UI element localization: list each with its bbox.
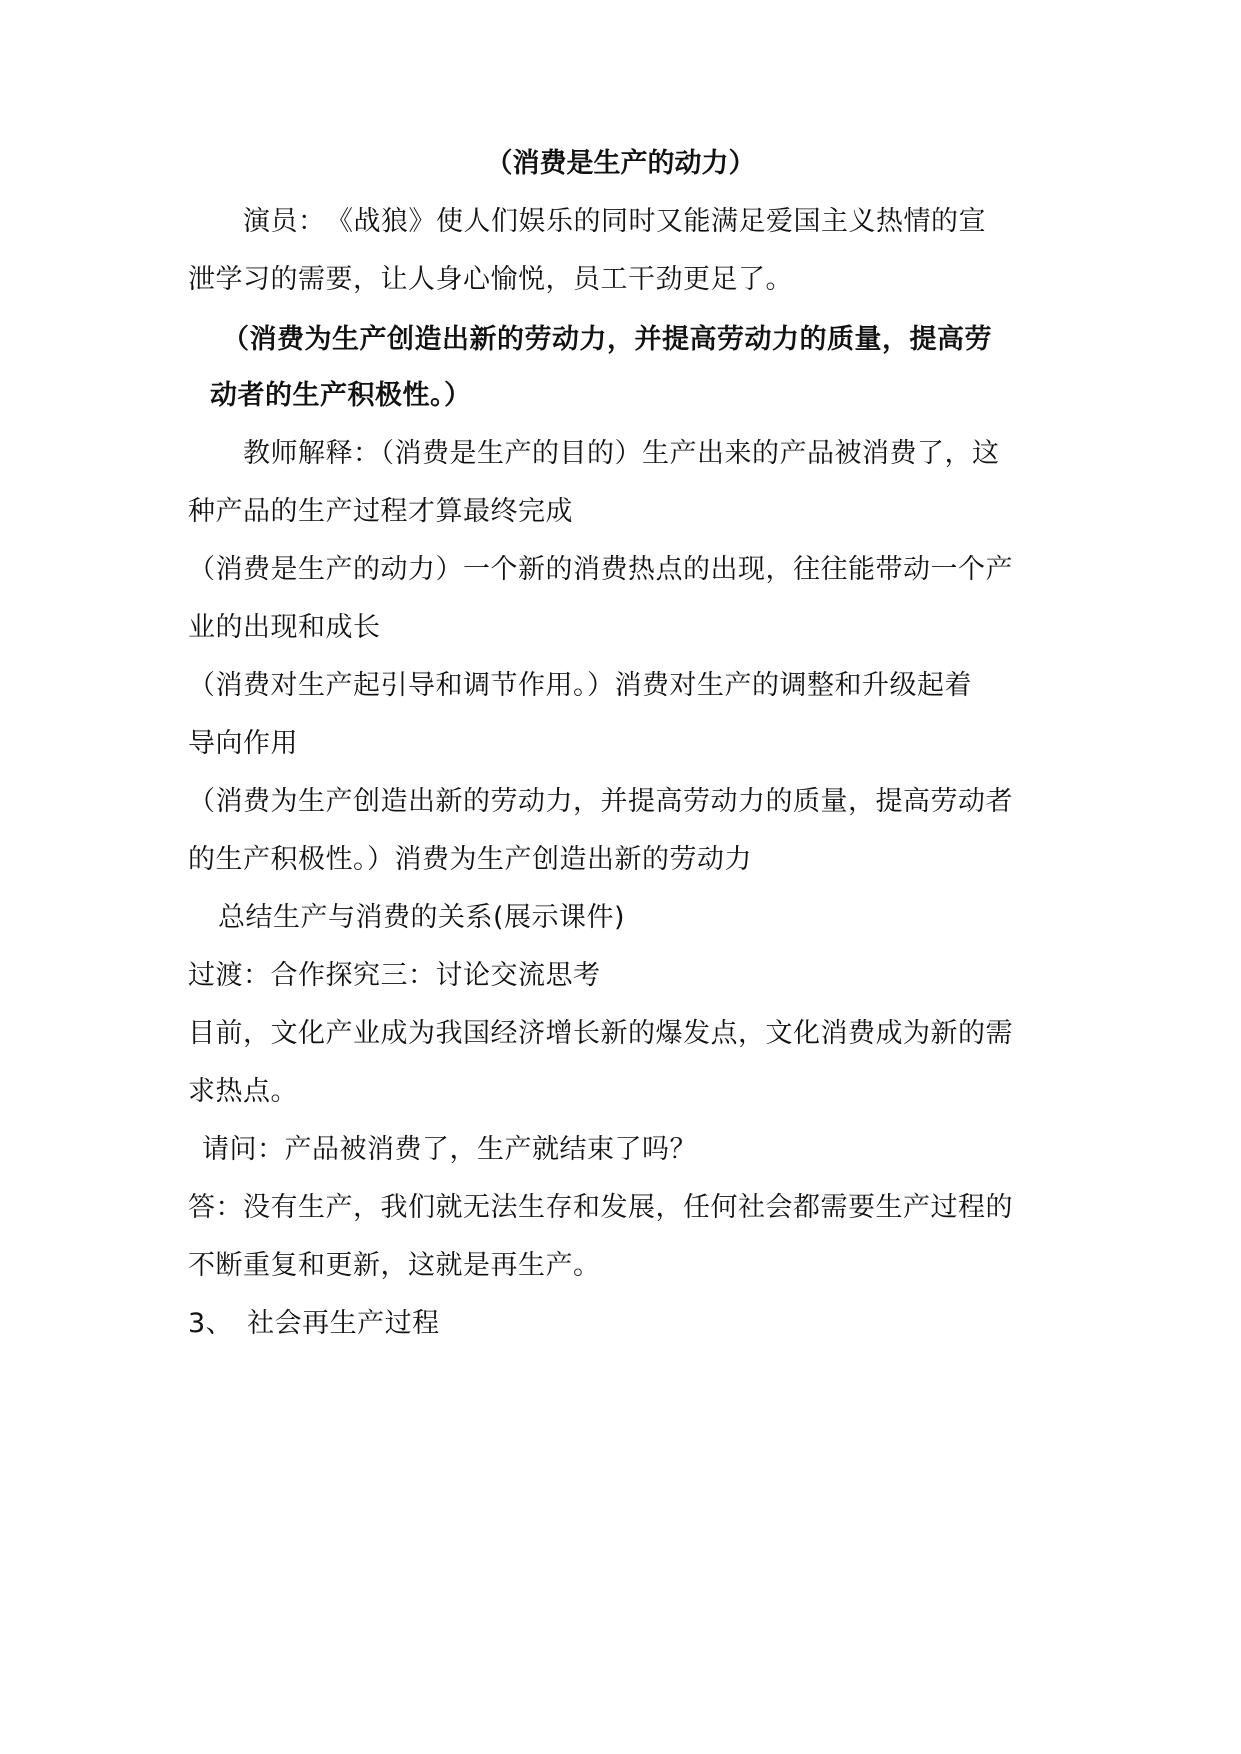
paragraph-line: 演员： 《战狼》使人们娱乐的同时又能满足爱国主义热情的宣 xyxy=(188,206,986,237)
bold-paragraph-line: 动者的生产积极性。） xyxy=(210,380,472,411)
bold-paragraph-line: （消费为生产创造出新的劳动力，并提高劳动力的质量，提高劳 xyxy=(222,324,992,355)
paragraph-line: 教师解释：（消费是生产的目的）生产出来的产品被消费了，这 xyxy=(188,438,1000,469)
paragraph-line: （消费为生产创造出新的劳动力，并提高劳动力的质量，提高劳动者 xyxy=(188,786,1013,817)
paragraph-line: 目前，文化产业成为我国经济增长新的爆发点，文化消费成为新的需 xyxy=(188,1018,1013,1049)
paragraph-line: 种产品的生产过程才算最终完成 xyxy=(188,496,573,527)
paragraph-line: 导向作用 xyxy=(188,728,298,759)
paragraph-line: 不断重复和更新，这就是再生产。 xyxy=(188,1250,601,1281)
paragraph-line: 总结生产与消费的关系(展示课件) xyxy=(218,902,626,933)
section-heading: 3、 社会再生产过程 xyxy=(188,1308,440,1339)
paragraph-line: 答：没有生产，我们就无法生存和发展，任何社会都需要生产过程的 xyxy=(188,1192,1013,1223)
section-title: （消费是生产的动力） xyxy=(485,148,756,179)
paragraph-line: 求热点。 xyxy=(188,1076,298,1107)
paragraph-line: （消费是生产的动力）一个新的消费热点的出现，往往能带动一个产 xyxy=(188,554,1013,585)
paragraph-line: 请问：产品被消费了，生产就结束了吗？ xyxy=(202,1134,697,1165)
paragraph-line: （消费对生产起引导和调节作用。）消费对生产的调整和升级起着 xyxy=(188,670,972,701)
paragraph-line: 业的出现和成长 xyxy=(188,612,381,643)
paragraph-line: 过渡：合作探究三：讨论交流思考 xyxy=(188,960,601,991)
paragraph-line: 泄学习的需要，让人身心愉悦，员工干劲更足了。 xyxy=(188,264,793,295)
paragraph-line: 的生产积极性。）消费为生产创造出新的劳动力 xyxy=(188,844,752,875)
